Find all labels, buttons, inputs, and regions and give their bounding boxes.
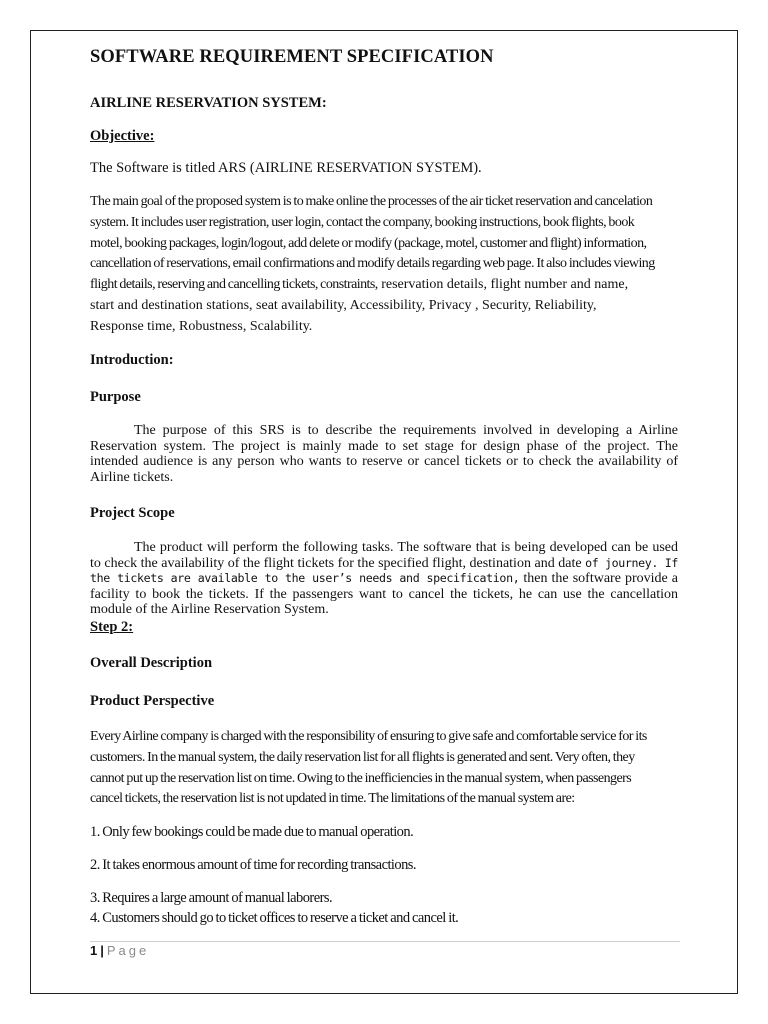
perspective-paragraph (90, 727, 678, 810)
footer-divider (90, 941, 680, 942)
page-label: Page (106, 943, 150, 958)
scope-text-mono: of journey. If the tickets are available to the user’s needs and specification, (90, 555, 678, 586)
step-heading: Step 2: (90, 619, 134, 635)
scope-text: then the software provide a facility to book the tickets. If the passengers want to cancel the tickets, he can use the cancellation module of the Airline Reservation System. (90, 571, 678, 618)
limitation-item: 4. Customers should go to ticket offices to reserve a ticket and cancel it. (90, 910, 459, 926)
footer-separator: | (100, 943, 104, 958)
perspective-para-line: customers. In the manual system, the daily reservation list for all flights is generated and sent. Very often, they (90, 749, 635, 765)
objective-para-line: system. It includes user registration, user login, contact the company, booking instructions, book flights, book (90, 214, 635, 230)
introduction-heading: Introduction: (90, 352, 174, 368)
system-name-heading: AIRLINE RESERVATION SYSTEM: (90, 95, 327, 111)
objective-para-line: Response time, Robustness, Scalability. (90, 318, 313, 334)
limitation-item: 2. It takes enormous amount of time for recording transactions. (90, 857, 416, 873)
objective-paragraph (90, 192, 678, 338)
page-number: 1 (90, 943, 98, 958)
page-footer (90, 943, 149, 958)
product-perspective-heading: Product Perspective (90, 693, 215, 709)
objective-heading: Objective: (90, 128, 155, 144)
objective-para-line: motel, booking packages, login/logout, add delete or modify (package, motel, customer and flight) information, (90, 235, 647, 251)
objective-line: The Software is titled ARS (AIRLINE RESERVATION SYSTEM). (90, 160, 482, 176)
limitation-item: 1. Only few bookings could be made due to manual operation. (90, 824, 414, 840)
limitation-item: 3. Requires a large amount of manual laborers. (90, 890, 333, 906)
project-scope-paragraph (90, 540, 678, 618)
document-title: SOFTWARE REQUIREMENT SPECIFICATION (90, 47, 494, 67)
perspective-para-line: cannot put up the reservation list on time. Owing to the inefficiencies in the manual system, when passengers (90, 770, 632, 786)
objective-para-line: start and destination stations, seat availability, Accessibility, Privacy , Security, Reliability, (90, 297, 597, 313)
objective-para-line: cancellation of reservations, email confirmations and modify details regarding web page. It also includes viewing (90, 256, 655, 272)
objective-para-line (90, 275, 678, 296)
perspective-para-line: Every Airline company is charged with the responsibility of ensuring to give safe and comfortable service for its (90, 729, 647, 744)
project-scope-heading: Project Scope (90, 505, 175, 521)
purpose-paragraph: The purpose of this SRS is to describe the requirements involved in developing a Airline Reservation system. The project is mainly made to set stage for design phase of the project. The intended audience is any person who wants to reserve or cancel tickets or to check the availability of Airline tickets. (90, 423, 678, 485)
purpose-heading: Purpose (90, 389, 141, 405)
scope-text: The product will perform the following tasks. The software that is being developed can be used to check the availability of the flight tickets for the specified flight, destination and date (90, 540, 678, 571)
objective-para-line: The main goal of the proposed system is to make online the processes of the air ticket reservation and cancelation (90, 194, 653, 209)
objective-para-fragment: reservation details, flight number and name, (377, 277, 629, 293)
overall-description-heading: Overall Description (90, 655, 213, 671)
perspective-para-line: cancel tickets, the reservation list is not updated in time. The limitations of the manual system are: (90, 791, 575, 807)
objective-para-fragment: flight details, reserving and cancelling tickets, constraints, (90, 277, 378, 293)
